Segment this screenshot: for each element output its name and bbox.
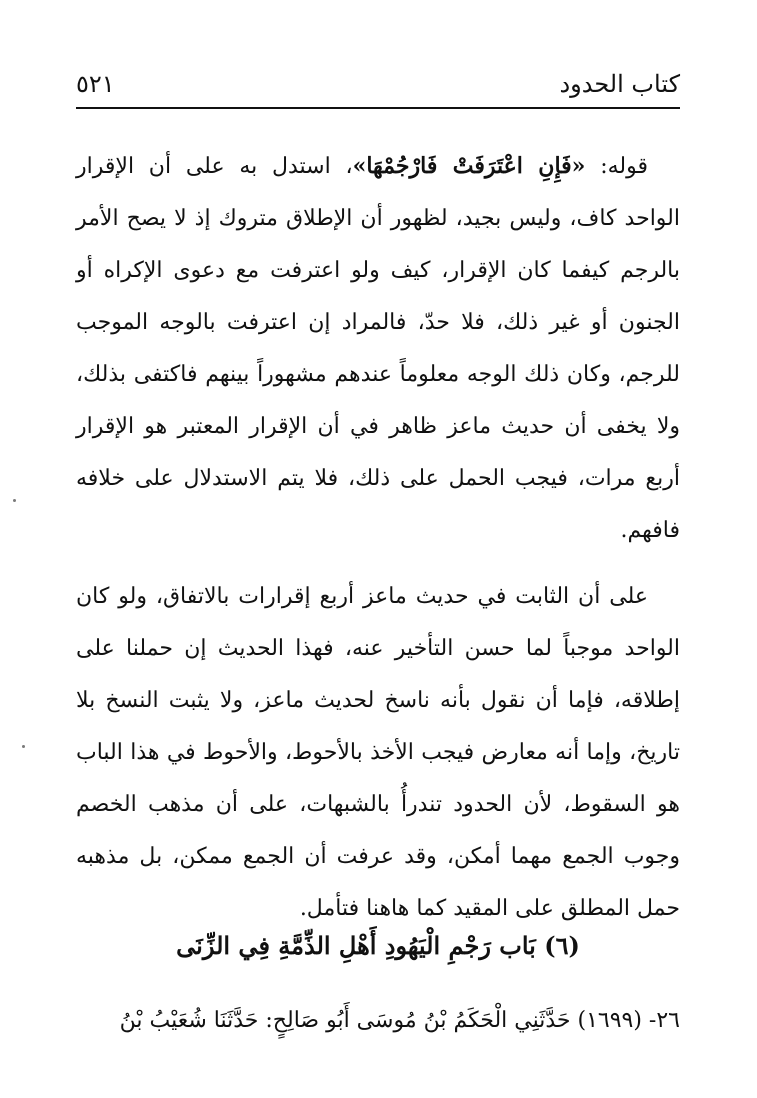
paragraph-lead: قوله: <box>585 154 648 179</box>
commentary-paragraph-1 <box>76 140 680 557</box>
scan-speck <box>22 745 25 748</box>
header-rule <box>76 107 680 109</box>
paragraph-text: ، استدل به على أن الإقرار الواحد كاف، وليس بجيد، لظهور أن الإطلاق متروك إذ لا يصح الأمر بالرجم كيفما كان الإقرار، كيف ولو اعترفت مع دعوى الإكراه أو الجنون أو غير ذلك، فلا حدّ، فالمراد إن اعترفت بالوجه الموجب للرجم، وكان ذلك الوجه معلوماً عندهم مشهوراً بينهم فاكتفى بذلك، ولا يخفى أن حديث ماعز ظاهر في أن الإقرار المعتبر هو الإقرار أربع مرات، فيجب الحمل على ذلك، فلا يتم الاستدلال على خلافه فافهم. <box>76 154 680 543</box>
running-title: كتاب الحدود <box>559 70 680 98</box>
scan-speck <box>13 499 16 502</box>
chapter-heading: (٦) بَاب رَجْمِ الْيَهُودِ أَهْلِ الذِّمَّةِ فِي الزِّنَى <box>176 931 580 960</box>
page-number: ٥٢١ <box>76 70 115 98</box>
commentary-body <box>76 140 680 935</box>
hadith-chain-line: ٢٦- (١٦٩٩) حَدَّثَنِي الْحَكَمُ بْنُ مُوسَى أَبُو صَالِحٍ: حَدَّثَنَا شُعَيْبُ بْنُ <box>119 1008 680 1033</box>
hadith-quote: «فَإِنِ اعْتَرَفَتْ فَارْجُمْهَا» <box>352 153 586 179</box>
running-header <box>76 66 680 106</box>
commentary-paragraph-2: على أن الثابت في حديث ماعز أربع إقرارات بالاتفاق، ولو كان الواحد موجباً لما حسن التأخير عنه، فهذا الحديث إن حملنا على إطلاقه، فإما أن نقول بأنه ناسخ لحديث ماعز، ولا يثبت النسخ بلا تاريخ، وإما أنه معارض فيجب الأخذ بالأحوط، والأحوط في هذا الباب هو السقوط، لأن الحدود تندرأُ بالشبهات، على أن مذهب الخصم وجوب الجمع مهما أمكن، وقد عرفت أن الجمع ممكن، بل مذهبه حمل المطلق على المقيد كما هاهنا فتأمل. <box>76 584 680 921</box>
